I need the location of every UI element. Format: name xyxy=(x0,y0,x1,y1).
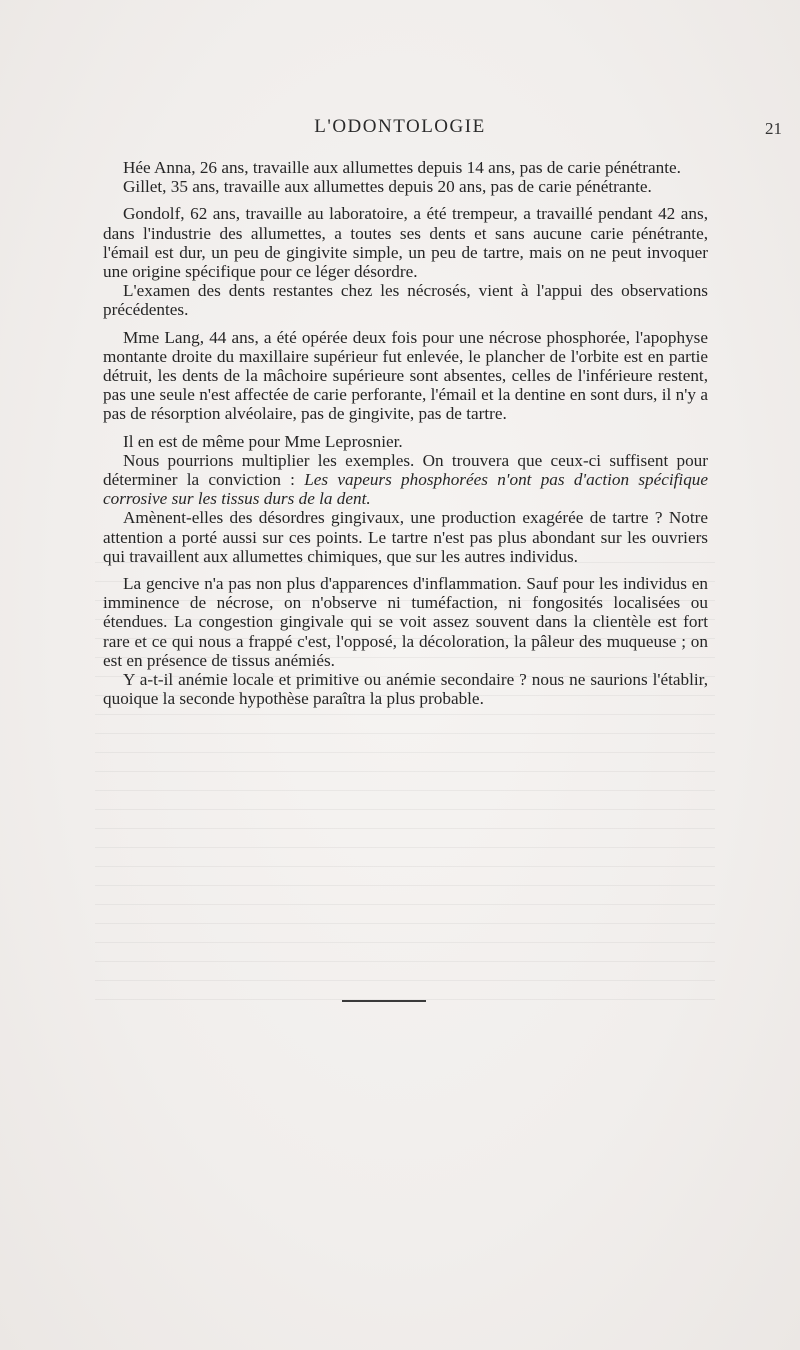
paragraph-text: L'examen des dents restantes chez les nécrosés, vient à l'appui des observations précédentes. xyxy=(103,281,708,320)
paragraph-tartre xyxy=(103,508,708,566)
paragraph-examen xyxy=(103,281,708,319)
paragraph-text: Gondolf, 62 ans, travaille au laboratoire, a été trempeur, a travaillé pendant 42 ans, dans l'industrie des allumettes, a toutes ses dents et sans aucune carie pénétrante, l'émail est dur, un peu de gingivite simple, un peu de tartre, mais on ne peut invoquer une origine spécifique pour ce léger désordre. xyxy=(103,204,708,282)
italic-conclusion: Les vapeurs phosphorées n'ont pas d'action spécifique corrosive sur les tissus durs de la dent. xyxy=(103,470,709,509)
paragraph-gillet xyxy=(103,177,708,196)
paragraph-gondolf xyxy=(103,204,708,281)
paragraph-text: Mme Lang, 44 ans, a été opérée deux fois pour une nécrose phosphorée, l'apophyse montante droite du maxillaire supérieur fut enlevée, le plancher de l'orbite est en partie détruit, les dents de la mâchoire supérieure sont absentes, celles de l'inférieure restent, pas une seule n'est affectée de carie perforante, l'émail et la dentine en sont durs, il n'y a pas de résorption alvéolaire, pas de gingivite, pas de tartre. xyxy=(103,327,708,424)
paragraph-text: Hée Anna, 26 ans, travaille aux allumettes depuis 14 ans, pas de carie pénétrante. xyxy=(123,158,681,177)
paragraph-mme-lang xyxy=(103,328,708,424)
running-title: L'ODONTOLOGIE xyxy=(314,116,486,137)
paragraph-leprosnier xyxy=(103,432,708,451)
paragraph-text: Amènent-elles des désordres gingivaux, une production exagérée de tartre ? Notre attention a porté aussi sur ces points. Le tartre n'est pas plus abondant sur les ouvriers qui travaillent aux allumettes chimiques, que sur les autres individus. xyxy=(103,508,708,566)
paragraph-gencive xyxy=(103,574,708,670)
paragraph-text: Nous pourrions multiplier les exemples. On trouvera que ceux-ci suffisent pour déterminer la conviction : xyxy=(103,450,708,490)
paragraph-conclusion xyxy=(103,451,708,509)
page-number: 21 xyxy=(765,119,782,138)
paragraph-text: Il en est de même pour Mme Leprosnier. xyxy=(123,431,403,451)
paragraph-text: Gillet, 35 ans, travaille aux allumettes depuis 20 ans, pas de carie pénétrante. xyxy=(123,177,652,197)
page-header xyxy=(0,116,800,142)
paragraph-hee-anna xyxy=(103,158,708,177)
section-divider xyxy=(342,1000,426,1002)
paragraph-text: La gencive n'a pas non plus d'apparences d'inflammation. Sauf pour les individus en imminence de nécrose, on n'observe ni tuméfaction, ni fongosités localisées ou étendues. La congestion gingivale qui se voit assez souvent dans la clientèle est fort rare et ce qui nous a frappé c'est, l'opposé, la décoloration, la pâleur des muqueuse ; on est en présence de tissus anémiés. xyxy=(103,574,708,670)
body-text xyxy=(103,158,708,708)
paragraph-anemie xyxy=(103,670,708,708)
paragraph-text: Y a-t-il anémie locale et primitive ou anémie secondaire ? nous ne saurions l'établir, quoique la seconde hypothèse paraîtra la plus probable. xyxy=(103,670,708,709)
